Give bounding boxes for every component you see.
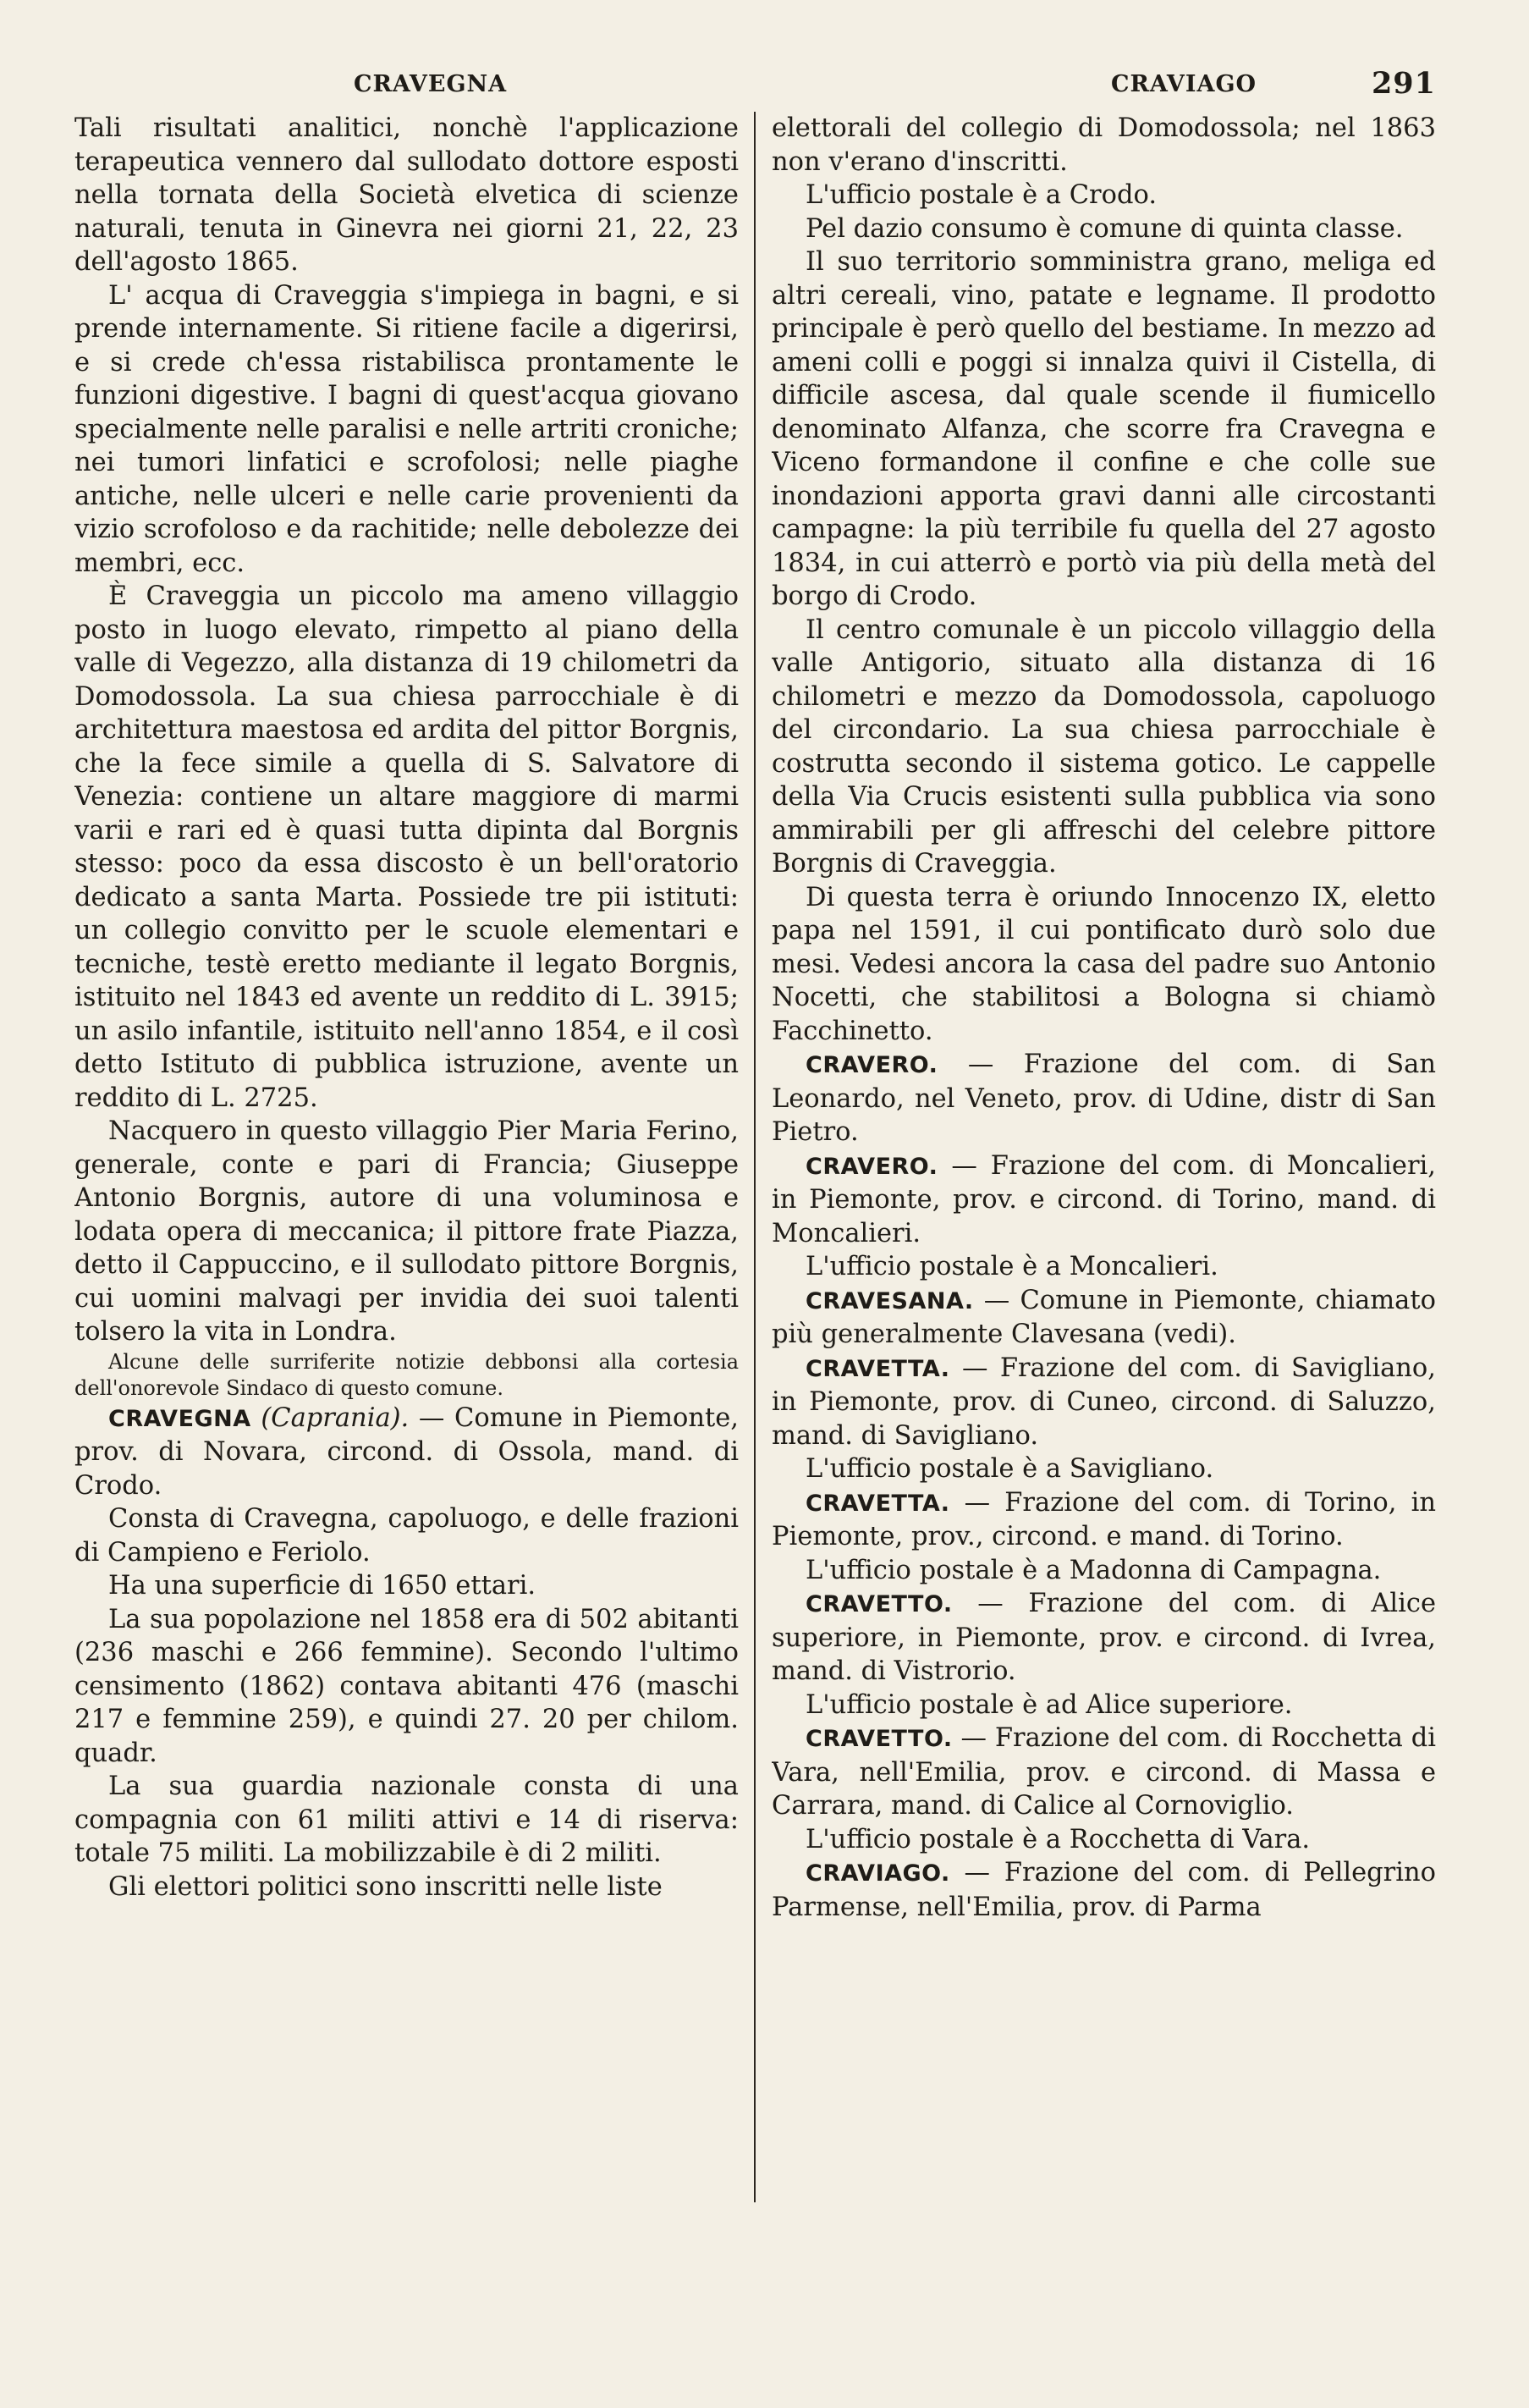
paragraph bbox=[772, 614, 1436, 881]
paragraph bbox=[772, 212, 1436, 246]
paragraph-text: — Frazione del com. di Alice superiore, in Piemonte, prov. e circond. di Ivrea, mand. di Vistrorio. bbox=[772, 1589, 1436, 1686]
paragraph bbox=[74, 1603, 739, 1771]
column-divider bbox=[754, 112, 756, 2202]
paragraph bbox=[772, 1823, 1436, 1857]
entry-paragraph bbox=[772, 1856, 1436, 1924]
paragraph-text: Gli elettori politici sono inscritti nelle liste bbox=[108, 1871, 663, 1902]
entry-paragraph bbox=[772, 1722, 1436, 1823]
paragraph-continuation bbox=[772, 112, 1436, 179]
paragraph-text: L'ufficio postale è a Crodo. bbox=[806, 180, 1158, 210]
paragraph-text: — Frazione del com. di Pellegrino Parmense, nell'Emilia, prov. di Parma bbox=[772, 1858, 1436, 1922]
paragraph bbox=[772, 1250, 1436, 1284]
paragraph-text: Tali risultati analitici, nonchè l'applicazione terapeutica vennero dal sullodato dottore esposti nella tornata della Società elvetica di scienze naturali, tenuta in Ginevra nei giorni 21, 22, 23 dell'agosto 1865. bbox=[74, 113, 739, 277]
paragraph-text: L' acqua di Craveggia s'impiega in bagni, e si prende internamente. Si ritiene facile a digerirsi, e si crede ch'essa ristabilisca prontamente le funzioni digestive. I bagni di quest'acqua giovano specialmente nelle paralisi e nelle artriti croniche; nei tumori linfatici e scrofolosi; nelle piaghe antiche, nelle ulceri e nelle carie provenienti da vizio scrofoloso e da rachitide; nelle debolezze dei membri, ecc. bbox=[74, 280, 739, 578]
entry-headword: CRAVERO. bbox=[806, 1153, 938, 1180]
paragraph-text: L'ufficio postale è a Madonna di Campagna. bbox=[806, 1555, 1382, 1585]
paragraph-text: — Frazione del com. di Rocchetta di Vara, nell'Emilia, prov. e circond. di Massa e Carrara, mand. di Calice al Cornoviglio. bbox=[772, 1723, 1436, 1821]
left-column bbox=[74, 112, 739, 2219]
page-number: 291 bbox=[1371, 66, 1436, 101]
paragraph-text: L'ufficio postale è a Savigliano. bbox=[806, 1454, 1214, 1484]
entry-headword: CRAVETTO. bbox=[806, 1591, 953, 1617]
right-running-head: CRAVIAGO bbox=[1111, 71, 1257, 97]
paragraph-text: Nacquero in questo villaggio Pier Maria Ferino, generale, conte e pari di Francia; Giuseppe Antonio Borgnis, autore di una voluminosa e lodata opera di meccanica; il pittore frate Piazza, detto il Cappuccino, e il sullodato pittore Borgnis, cui uomini malvagi per invidia dei suoi talenti tolsero la vita in Londra. bbox=[74, 1116, 739, 1347]
paragraph-text: — Frazione del com. di Torino, in Piemonte, prov., circond. e mand. di Torino. bbox=[772, 1487, 1436, 1551]
paragraph-text: elettorali del collegio di Domodossola; nel 1863 non v'erano d'inscritti. bbox=[772, 113, 1436, 177]
paragraph-text: — Frazione del com. di Savigliano, in Piemonte, prov. di Cuneo, circond. di Saluzzo, mand. di Savigliano. bbox=[772, 1353, 1436, 1451]
page-header bbox=[74, 66, 1436, 113]
paragraph-text: — Frazione del com. di Moncalieri, in Piemonte, prov. e circond. di Torino, mand. di Moncalieri. bbox=[772, 1150, 1436, 1248]
entry-headword: CRAVIAGO. bbox=[806, 1860, 950, 1887]
paragraph bbox=[772, 881, 1436, 1049]
paragraph-text: È Craveggia un piccolo ma ameno villaggio posto in luogo elevato, rimpetto al piano della valle di Vegezzo, alla distanza di 19 chilometri da Domodossola. La sua chiesa parrocchiale è di architettura maestosa ed ardita del pittor Borgnis, che la fece simile a quella di S. Salvatore di Venezia: contiene un altare maggiore di marmi varii e rari ed è quasi tutta dipinta dal Borgnis stesso: poco da essa discosto è un bell'oratorio dedicato a santa Marta. Possiede tre pii istituti: un collegio convitto per le scuole elementari e tecniche, testè eretto mediante il legato Borgnis, istituito nel 1843 ed avente un reddito di L. 3915; un asilo infantile, istituito nell'anno 1854, e il così detto Istituto di pubblica istruzione, avente un reddito di L. 2725. bbox=[74, 581, 739, 1113]
left-running-head: CRAVEGNA bbox=[354, 71, 508, 97]
paragraph bbox=[772, 1689, 1436, 1722]
paragraph-text: Pel dazio consumo è comune di quinta classe. bbox=[806, 213, 1404, 244]
paragraph bbox=[772, 245, 1436, 614]
paragraph-text: L'ufficio postale è a Moncalieri. bbox=[806, 1252, 1218, 1281]
paragraph-text: Di questa terra è oriundo Innocenzo IX, eletto papa nel 1591, il cui pontificato durò solo due mesi. Vedesi ancora la casa del padre suo Antonio Nocetti, che stabilitosi a Bologna si chiamò Facchinetto. bbox=[772, 882, 1436, 1046]
entry-paragraph bbox=[772, 1352, 1436, 1453]
paragraph-text: L'ufficio postale è a Rocchetta di Vara. bbox=[806, 1824, 1311, 1854]
entry-headword: CRAVESANA. bbox=[806, 1287, 974, 1314]
entry-paragraph bbox=[74, 1402, 739, 1503]
entry-headword: CRAVEGNA bbox=[108, 1405, 251, 1432]
entry-alternate-name: (Caprania). bbox=[261, 1402, 410, 1433]
entry-headword: CRAVETTA. bbox=[806, 1490, 950, 1517]
paragraph-text: L'ufficio postale è ad Alice superiore. bbox=[806, 1689, 1293, 1720]
entry-headword: CRAVETTA. bbox=[806, 1355, 950, 1382]
paragraph bbox=[772, 1554, 1436, 1588]
paragraph bbox=[772, 1452, 1436, 1486]
paragraph bbox=[74, 279, 739, 581]
paragraph-text: — Comune in Piemonte, prov. di Novara, circond. di Ossola, mand. di Crodo. bbox=[74, 1402, 739, 1501]
entry-paragraph bbox=[772, 1486, 1436, 1554]
paragraph-text: — Frazione del com. di San Leonardo, nel Veneto, prov. di Udine, distr di San Pietro. bbox=[772, 1050, 1436, 1147]
paragraph-text: La sua guardia nazionale consta di una compagnia con 61 militi attivi e 14 di riserva: totale 75 militi. La mobilizzabile è di 2 militi. bbox=[74, 1772, 739, 1868]
paragraph-text: Ha una superficie di 1650 ettari. bbox=[108, 1571, 536, 1601]
paragraph-text: La sua popolazione nel 1858 era di 502 abitanti (236 maschi e 266 femmine). Secondo l'ultimo censimento (1862) contava abitanti 476 (maschi 217 e femmine 259), e quindi 27. 20 per chilom. quadr. bbox=[74, 1604, 739, 1768]
entry-paragraph bbox=[772, 1048, 1436, 1149]
paragraph bbox=[772, 179, 1436, 212]
paragraph-continuation bbox=[74, 112, 739, 279]
paragraph-text: Consta di Cravegna, capoluogo, e delle frazioni di Campieno e Feriolo. bbox=[74, 1504, 739, 1568]
right-column bbox=[772, 112, 1436, 2219]
paragraph bbox=[74, 580, 739, 1115]
paragraph-text: Alcune delle surriferite notizie debbonsi alla cortesia dell'onorevole Sindaco di questo comune. bbox=[74, 1349, 739, 1400]
paragraph-text: — Comune in Piemonte, chiamato più generalmente Clavesana (vedi). bbox=[772, 1285, 1436, 1349]
entry-headword: CRAVERO. bbox=[806, 1052, 938, 1078]
paragraph bbox=[74, 1502, 739, 1569]
paragraph-text: Il suo territorio somministra grano, meliga ed altri cereali, vino, patate e legname. Il prodotto principale è però quello del bestiame. In mezzo ad ameni colli e poggi si innalza quivi il Cistella, di difficile ascesa, dal quale scende il fiumicello denominato Alfanza, che scorre fra Cravegna e Viceno formandone il confine e che colle sue inondazioni apporta gravi danni alle circostanti campagne: la più terribile fu quella del 27 agosto 1834, in cui atterrò e portò via più della metà del borgo di Crodo. bbox=[772, 247, 1436, 611]
entry-paragraph bbox=[772, 1587, 1436, 1689]
footnote bbox=[74, 1349, 739, 1402]
entry-paragraph bbox=[772, 1149, 1436, 1251]
paragraph bbox=[74, 1569, 739, 1603]
entry-paragraph bbox=[772, 1284, 1436, 1352]
paragraph bbox=[74, 1115, 739, 1349]
paragraph-text: Il centro comunale è un piccolo villaggio della valle Antigorio, situato alla distanza di 16 chilometri e mezzo da Domodossola, capoluogo del circondario. La sua chiesa parrocchiale è costrutta secondo il sistema gotico. Le cappelle della Via Crucis esistenti sulla pubblica via sono ammirabili per gli affreschi del celebre pittore Borgnis di Craveggia. bbox=[772, 614, 1436, 879]
paragraph bbox=[74, 1871, 739, 1904]
paragraph bbox=[74, 1770, 739, 1871]
entry-headword: CRAVETTO. bbox=[806, 1726, 953, 1752]
